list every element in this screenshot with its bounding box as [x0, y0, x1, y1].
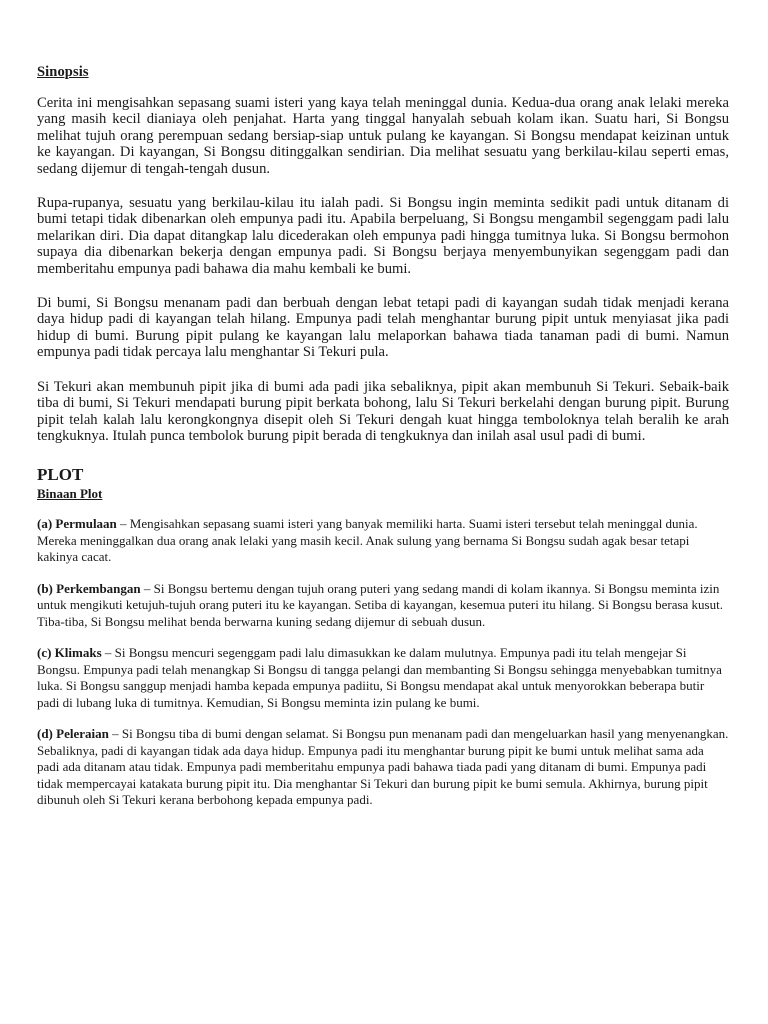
plot-section-perkembangan [37, 581, 729, 631]
plot-section-text: – Si Bongsu tiba di bumi dengan selamat. Si Bongsu pun menanam padi dan mengeluarkan hasil yang menyenangkan. Sebaliknya, padi di kayangan tidak ada daya hidup. Empunya padi itu menghantar burung pipit ke bumi untuk melihat sama ada padi ada ditanam atau tidak. Empunya padi memberitahu empunya padi bahawa tiada padi yang ditanam di bumi. Empunya padi tidak mempercayai katakata burung pipit itu. Dia menghantar Si Tekuri dan burung pipit ke bumi semula. Akhirnya, burung pipit dibunuh oleh Si Tekuri kerana berbohong kepada empunya padi. [37, 726, 729, 808]
synopsis-paragraph-2: Rupa-rupanya, sesuatu yang berkilau-kilau itu ialah padi. Si Bongsu ingin meminta sedikit padi untuk ditanam di bumi tetapi tidak dibenarkan oleh empunya padi itu. Apabila berpeluang, Si Bongsu mengambil segenggam padi lalu melarikan diri. Dia dapat ditangkap lalu dicederakan oleh empunya padi hingga tumitnya luka. Si Bongsu bermohon supaya dia dibenarkan bekerja dengan empunya padi. Si Bongsu berjaya menyembunyikan segenggam padi dan memberitahu empunya padi bahawa dia mahu kembali ke bumi. [37, 195, 729, 277]
synopsis-paragraph-4: Si Tekuri akan membunuh pipit jika di bumi ada padi jika sebaliknya, pipit akan membunuh Si Tekuri. Sebaik-baik tiba di bumi, Si Tekuri mendapati burung pipit berkata bohong, lalu Si Tekuri berkelahi dengan burung pipit. Burung pipit telah kalah lalu kerongkongnya disepit oleh Si Tekuri dengah kuat hingga temboloknya telah beralih ke arah tengkuknya. Itulah punca tembolok burung pipit berada di tengkuknya dan inilah asal usul padi di bumi. [37, 378, 729, 444]
plot-subtitle: Binaan Plot [37, 486, 103, 502]
plot-section-label: (a) Permulaan [37, 516, 117, 532]
plot-section-label: (d) Peleraian [37, 726, 109, 742]
plot-section-text: – Si Bongsu mencuri segenggam padi lalu dimasukkan ke dalam mulutnya. Empunya padi itu telah mengejar Si Bongsu. Empunya padi telah menangkap Si Bongsu di tangga pelangi dan membanting Si Bongsu sehingga menyebabkan tumitnya luka. Si Bongsu sanggup menjadi hamba kepada empunya padiitu, Si Bongsu mendapat akal untuk menyorokkan beberapa butir padi di lubang luka di tumitnya. Kemudian, Si Bongsu meminta izin pulang ke bumi. [37, 645, 722, 710]
synopsis-paragraph-3: Di bumi, Si Bongsu menanam padi dan berbuah dengan lebat tetapi padi di kayangan sudah tidak menjadi kerana daya hidup padi di kayangan telah hilang. Empunya padi telah menghantar burung pipit untuk menyiasat jika padi hidup di bumi. Burung pipit pulang ke kayangan lalu melaporkan bahawa tiada tanaman padi di bumi. Namun empunya padi tidak percaya lalu menghantar Si Tekuri pula. [37, 295, 729, 361]
synopsis-heading: Sinopsis [37, 64, 89, 80]
plot-section-klimaks [37, 645, 729, 711]
plot-section-label: (c) Klimaks [37, 645, 102, 661]
plot-title: PLOT [37, 465, 84, 485]
plot-section-text: – Si Bongsu bertemu dengan tujuh orang puteri yang sedang mandi di kolam ikannya. Si Bongsu meminta izin untuk mengikuti ketujuh-tujuh orang puteri itu ke kayangan. Setiba di kayangan, kesemua puteri itu hilang. Si Bongsu berasa kusut. Tiba-tiba, Si Bongsu melihat benda berwarna kuning sedang dijemur di sebuah dusun. [37, 580, 723, 629]
plot-section-text: – Mengisahkan sepasang suami isteri yang banyak memiliki harta. Suami isteri tersebut telah meninggal dunia. Mereka meninggalkan dua orang anak lelaki yang masih kecil. Anak sulung yang bernama Si Bongsu sudah agak besar tetapi kakinya cacat. [37, 516, 698, 565]
plot-section-permulaan [37, 516, 729, 566]
plot-section-peleraian [37, 726, 729, 809]
plot-section-label: (b) Perkembangan [37, 580, 141, 596]
document-page [37, 64, 729, 824]
synopsis-paragraph-1: Cerita ini mengisahkan sepasang suami isteri yang kaya telah meninggal dunia. Kedua-dua orang anak lelaki mereka yang masih kecil dianiaya oleh penjahat. Harta yang tinggal hanyalah sebuah kolam ikan. Suatu hari, Si Bongsu melihat tujuh orang perempuan sedang bersiap-siap untuk pulang ke kayangan. Si Bongsu mendapat keizinan untuk ke kayangan. Di kayangan, Si Bongsu ditinggalkan sendirian. Dia melihat sesuatu yang berkilau-kilau seperti emas, sedang dijemur di tengah-tengah dusun. [37, 95, 729, 177]
